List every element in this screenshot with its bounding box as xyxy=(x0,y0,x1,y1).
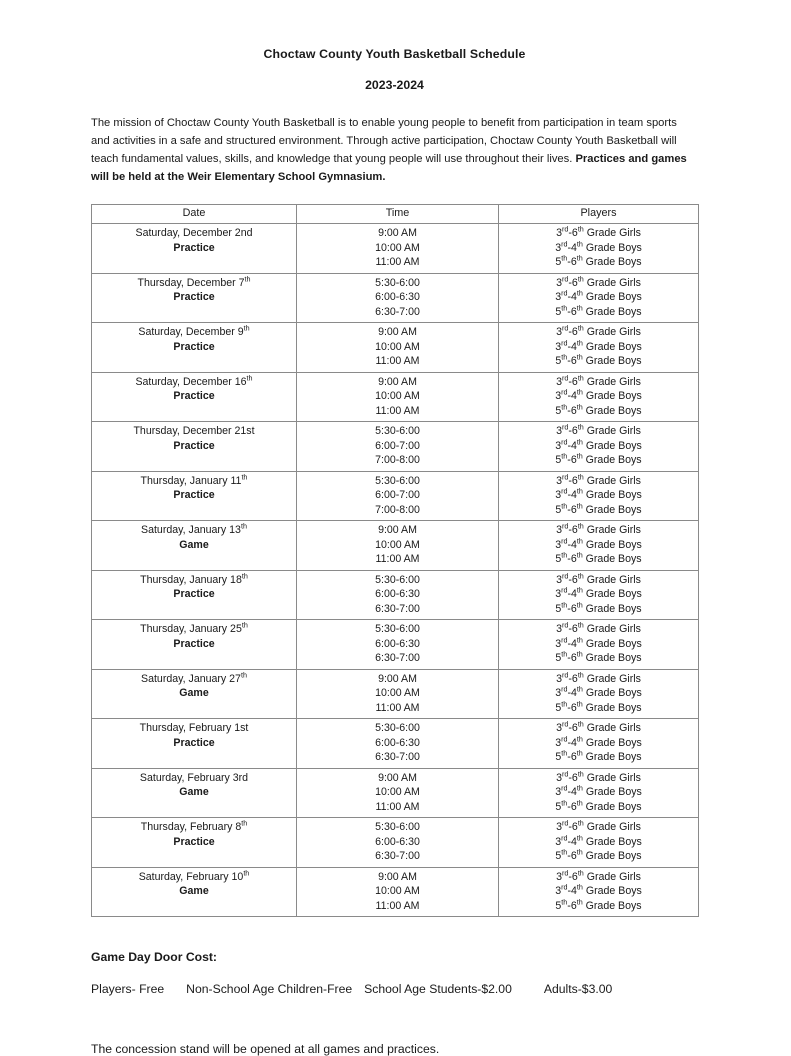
player-group: 3rd-6th Grade Girls xyxy=(556,471,641,487)
cell-time xyxy=(297,719,499,769)
door-cost-heading: Game Day Door Cost: xyxy=(91,950,217,965)
time-slot: 10:00 AM xyxy=(375,786,420,799)
grade-ordinal-suffix: rd xyxy=(561,684,568,694)
grade-ordinal-suffix: th xyxy=(577,323,584,333)
grade-ordinal-suffix: th xyxy=(561,599,568,609)
grade-ordinal-suffix: th xyxy=(576,401,583,411)
grade-ordinal-suffix: th xyxy=(561,401,568,411)
player-group: 5th-6th Grade Boys xyxy=(555,847,642,863)
schedule-table xyxy=(91,204,699,917)
player-group: 5th-6th Grade Boys xyxy=(555,500,642,516)
mission-text-plain: The mission of Choctaw County Youth Basketball is to enable young people to benefit from participation in team sports and activities in a safe and structured environment. Through active participation, Choctaw County Youth Basketball will teach fundamental values, skills, and knowledge that young people will use throughout their lives. xyxy=(91,116,677,166)
grade-ordinal-suffix: th xyxy=(576,783,583,793)
cell-players xyxy=(499,620,699,670)
cell-time xyxy=(297,323,499,373)
date-text: Saturday, February 3rd xyxy=(139,771,249,784)
player-group: 5th-6th Grade Boys xyxy=(555,797,642,813)
grade-ordinal-suffix: th xyxy=(577,273,584,283)
cell-date xyxy=(92,224,297,274)
event-type-text: Practice xyxy=(173,637,215,650)
grade-ordinal-suffix: th xyxy=(576,832,583,842)
date-ordinal-suffix: th xyxy=(240,669,247,679)
time-slot: 6:30-7:00 xyxy=(375,751,420,764)
event-type-text: Game xyxy=(179,885,209,898)
grade-ordinal-suffix: th xyxy=(577,570,584,580)
grade-ordinal-suffix: th xyxy=(577,719,584,729)
grade-ordinal-suffix: th xyxy=(577,620,584,630)
grade-ordinal-suffix: rd xyxy=(561,337,568,347)
grade-ordinal-suffix: rd xyxy=(561,372,569,382)
grade-ordinal-suffix: th xyxy=(576,733,583,743)
time-slot: 10:00 AM xyxy=(375,687,420,700)
player-group: 3rd-6th Grade Girls xyxy=(556,620,641,636)
date-text: Saturday, February 10th xyxy=(138,867,250,883)
table-header-row xyxy=(92,204,699,223)
date-text: Thursday, January 25th xyxy=(140,620,248,636)
cell-time xyxy=(297,570,499,620)
time-slot: 5:30-6:00 xyxy=(375,722,420,735)
player-group: 3rd-6th Grade Girls xyxy=(556,422,641,438)
time-slot: 11:00 AM xyxy=(375,899,420,912)
cell-date xyxy=(92,719,297,769)
player-group: 5th-6th Grade Boys xyxy=(555,253,642,269)
cell-date xyxy=(92,471,297,521)
cell-players xyxy=(499,273,699,323)
cell-players xyxy=(499,669,699,719)
table-header xyxy=(92,204,699,223)
player-group: 5th-6th Grade Boys xyxy=(555,748,642,764)
time-slot: 6:30-7:00 xyxy=(375,850,420,863)
price-item-adults: Adults-$3.00 xyxy=(543,982,613,997)
time-slot: 9:00 AM xyxy=(378,524,417,537)
grade-ordinal-suffix: th xyxy=(576,599,583,609)
event-type-text: Practice xyxy=(173,588,215,601)
date-text: Saturday, December 2nd xyxy=(135,227,253,240)
grade-ordinal-suffix: th xyxy=(561,797,568,807)
event-type-text: Practice xyxy=(173,340,215,353)
time-slot: 11:00 AM xyxy=(375,355,420,368)
grade-ordinal-suffix: th xyxy=(561,649,568,659)
date-text: Saturday, December 16th xyxy=(135,372,253,388)
player-group: 3rd-4th Grade Boys xyxy=(555,387,642,403)
player-group: 3rd-4th Grade Boys xyxy=(555,585,642,601)
date-text: Thursday, December 21st xyxy=(133,425,255,438)
grade-ordinal-suffix: rd xyxy=(561,521,569,531)
grade-ordinal-suffix: th xyxy=(561,748,568,758)
column-header-players: Players xyxy=(499,204,699,223)
table-row xyxy=(92,471,699,521)
player-group: 3rd-4th Grade Boys xyxy=(555,882,642,898)
player-group: 3rd-6th Grade Girls xyxy=(556,719,641,735)
cell-date xyxy=(92,323,297,373)
cell-time xyxy=(297,620,499,670)
grade-ordinal-suffix: th xyxy=(576,500,583,510)
time-slot: 5:30-6:00 xyxy=(375,623,420,636)
cell-date xyxy=(92,570,297,620)
time-slot: 11:00 AM xyxy=(375,256,420,269)
cell-time xyxy=(297,867,499,917)
schedule-table-wrap xyxy=(91,187,698,917)
player-group: 3rd-4th Grade Boys xyxy=(555,634,642,650)
player-group: 3rd-6th Grade Girls xyxy=(556,669,641,685)
grade-ordinal-suffix: th xyxy=(577,521,584,531)
time-slot: 11:00 AM xyxy=(375,800,420,813)
cell-players xyxy=(499,867,699,917)
grade-ordinal-suffix: rd xyxy=(561,585,568,595)
player-group: 3rd-4th Grade Boys xyxy=(555,486,642,502)
player-group: 3rd-4th Grade Boys xyxy=(555,832,642,848)
grade-ordinal-suffix: rd xyxy=(561,471,569,481)
grade-ordinal-suffix: th xyxy=(577,224,584,234)
grade-ordinal-suffix: th xyxy=(577,768,584,778)
player-group: 3rd-6th Grade Girls xyxy=(556,323,641,339)
time-slot: 5:30-6:00 xyxy=(375,573,420,586)
player-group: 3rd-4th Grade Boys xyxy=(555,238,642,254)
column-header-date: Date xyxy=(92,204,297,223)
table-row xyxy=(92,521,699,571)
player-group: 3rd-4th Grade Boys xyxy=(555,337,642,353)
player-group: 3rd-6th Grade Girls xyxy=(556,273,641,289)
grade-ordinal-suffix: rd xyxy=(561,867,569,877)
cell-date xyxy=(92,422,297,472)
player-group: 3rd-6th Grade Girls xyxy=(556,867,641,883)
date-ordinal-suffix: th xyxy=(243,867,250,877)
player-group: 5th-6th Grade Boys xyxy=(555,649,642,665)
grade-ordinal-suffix: th xyxy=(561,253,568,263)
table-row xyxy=(92,224,699,274)
time-slot: 6:30-7:00 xyxy=(375,602,420,615)
grade-ordinal-suffix: rd xyxy=(561,783,568,793)
time-slot: 6:30-7:00 xyxy=(375,652,420,665)
event-type-text: Practice xyxy=(173,241,215,254)
table-row xyxy=(92,620,699,670)
table-row xyxy=(92,372,699,422)
cell-time xyxy=(297,273,499,323)
time-slot: 10:00 AM xyxy=(375,340,420,353)
time-slot: 9:00 AM xyxy=(378,672,417,685)
cell-players xyxy=(499,521,699,571)
player-group: 3rd-6th Grade Girls xyxy=(556,521,641,537)
date-ordinal-suffix: th xyxy=(243,323,250,333)
cell-time xyxy=(297,521,499,571)
time-slot: 6:00-6:30 xyxy=(375,588,420,601)
grade-ordinal-suffix: rd xyxy=(561,288,568,298)
player-group: 3rd-4th Grade Boys xyxy=(555,783,642,799)
grade-ordinal-suffix: th xyxy=(576,288,583,298)
date-ordinal-suffix: th xyxy=(241,620,248,630)
player-group: 3rd-4th Grade Boys xyxy=(555,684,642,700)
player-group: 3rd-4th Grade Boys xyxy=(555,436,642,452)
grade-ordinal-suffix: rd xyxy=(561,620,569,630)
time-slot: 6:30-7:00 xyxy=(375,305,420,318)
player-group: 3rd-4th Grade Boys xyxy=(555,535,642,551)
event-type-text: Practice xyxy=(173,390,215,403)
date-ordinal-suffix: th xyxy=(244,273,251,283)
player-group: 5th-6th Grade Boys xyxy=(555,451,642,467)
cell-players xyxy=(499,323,699,373)
grade-ordinal-suffix: rd xyxy=(561,486,568,496)
time-slot: 11:00 AM xyxy=(375,701,420,714)
cell-date xyxy=(92,273,297,323)
page-subtitle: 2023-2024 xyxy=(365,77,424,92)
table-row xyxy=(92,570,699,620)
date-ordinal-suffix: th xyxy=(241,471,248,481)
grade-ordinal-suffix: th xyxy=(561,500,568,510)
cell-time xyxy=(297,768,499,818)
player-group: 5th-6th Grade Boys xyxy=(555,550,642,566)
date-text: Thursday, December 7th xyxy=(137,273,251,289)
grade-ordinal-suffix: th xyxy=(577,669,584,679)
mission-statement xyxy=(91,94,698,187)
date-text: Saturday, January 27th xyxy=(141,669,247,685)
grade-ordinal-suffix: th xyxy=(576,253,583,263)
grade-ordinal-suffix: th xyxy=(577,867,584,877)
player-group: 3rd-6th Grade Girls xyxy=(556,224,641,240)
grade-ordinal-suffix: th xyxy=(576,847,583,857)
player-group: 5th-6th Grade Boys xyxy=(555,352,642,368)
player-group: 3rd-6th Grade Girls xyxy=(556,372,641,388)
page-title: Choctaw County Youth Basketball Schedule xyxy=(263,47,526,61)
grade-ordinal-suffix: th xyxy=(577,422,584,432)
grade-ordinal-suffix: th xyxy=(576,238,583,248)
grade-ordinal-suffix: th xyxy=(576,882,583,892)
time-slot: 7:00-8:00 xyxy=(375,503,420,516)
grade-ordinal-suffix: th xyxy=(576,302,583,312)
table-row xyxy=(92,422,699,472)
grade-ordinal-suffix: rd xyxy=(561,323,569,333)
player-group: 3rd-4th Grade Boys xyxy=(555,288,642,304)
time-slot: 6:00-7:00 xyxy=(375,439,420,452)
cell-players xyxy=(499,471,699,521)
grade-ordinal-suffix: rd xyxy=(561,882,568,892)
grade-ordinal-suffix: th xyxy=(576,585,583,595)
date-ordinal-suffix: th xyxy=(240,521,247,531)
grade-ordinal-suffix: rd xyxy=(561,224,569,234)
player-group: 3rd-6th Grade Girls xyxy=(556,818,641,834)
grade-ordinal-suffix: th xyxy=(561,451,568,461)
event-type-text: Game xyxy=(179,687,209,700)
player-group: 5th-6th Grade Boys xyxy=(555,896,642,912)
player-group: 5th-6th Grade Boys xyxy=(555,599,642,615)
time-slot: 5:30-6:00 xyxy=(375,425,420,438)
table-row xyxy=(92,323,699,373)
table-row xyxy=(92,719,699,769)
grade-ordinal-suffix: th xyxy=(576,748,583,758)
cell-players xyxy=(499,224,699,274)
grade-ordinal-suffix: th xyxy=(576,436,583,446)
grade-ordinal-suffix: rd xyxy=(561,818,569,828)
cell-date xyxy=(92,768,297,818)
grade-ordinal-suffix: rd xyxy=(561,273,569,283)
time-slot: 9:00 AM xyxy=(378,227,417,240)
grade-ordinal-suffix: rd xyxy=(561,719,569,729)
time-slot: 6:00-6:30 xyxy=(375,291,420,304)
date-text: Saturday, January 13th xyxy=(141,521,247,537)
grade-ordinal-suffix: rd xyxy=(561,535,568,545)
grade-ordinal-suffix: th xyxy=(576,698,583,708)
player-group: 3rd-4th Grade Boys xyxy=(555,733,642,749)
price-list xyxy=(91,964,698,996)
grade-ordinal-suffix: th xyxy=(577,372,584,382)
grade-ordinal-suffix: rd xyxy=(561,832,568,842)
grade-ordinal-suffix: th xyxy=(576,550,583,560)
event-type-text: Practice xyxy=(173,291,215,304)
grade-ordinal-suffix: th xyxy=(576,352,583,362)
time-slot: 9:00 AM xyxy=(378,771,417,784)
price-item-players: Players- Free xyxy=(91,982,165,997)
grade-ordinal-suffix: th xyxy=(561,550,568,560)
grade-ordinal-suffix: th xyxy=(576,634,583,644)
date-text: Thursday, February 8th xyxy=(140,818,248,834)
time-slot: 10:00 AM xyxy=(375,390,420,403)
event-type-text: Practice xyxy=(173,489,215,502)
time-slot: 9:00 AM xyxy=(378,375,417,388)
time-slot: 10:00 AM xyxy=(375,885,420,898)
price-item-non-school-children: Non-School Age Children-Free xyxy=(186,982,353,997)
event-type-text: Game xyxy=(179,786,209,799)
grade-ordinal-suffix: rd xyxy=(561,436,568,446)
cell-time xyxy=(297,669,499,719)
cell-date xyxy=(92,372,297,422)
grade-ordinal-suffix: th xyxy=(576,535,583,545)
time-slot: 5:30-6:00 xyxy=(375,821,420,834)
grade-ordinal-suffix: th xyxy=(561,352,568,362)
time-slot: 7:00-8:00 xyxy=(375,454,420,467)
grade-ordinal-suffix: rd xyxy=(561,768,569,778)
price-item-school-age-students: School Age Students-$2.00 xyxy=(364,982,512,997)
grade-ordinal-suffix: th xyxy=(561,698,568,708)
grade-ordinal-suffix: th xyxy=(576,797,583,807)
grade-ordinal-suffix: th xyxy=(577,818,584,828)
grade-ordinal-suffix: th xyxy=(576,387,583,397)
event-type-text: Practice xyxy=(173,439,215,452)
cell-players xyxy=(499,719,699,769)
grade-ordinal-suffix: rd xyxy=(561,669,569,679)
time-slot: 9:00 AM xyxy=(378,870,417,883)
event-type-text: Practice xyxy=(173,736,215,749)
time-slot: 10:00 AM xyxy=(375,538,420,551)
table-row xyxy=(92,273,699,323)
event-type-text: Game xyxy=(179,538,209,551)
time-slot: 6:00-6:30 xyxy=(375,835,420,848)
grade-ordinal-suffix: th xyxy=(576,649,583,659)
grade-ordinal-suffix: th xyxy=(561,847,568,857)
cell-time xyxy=(297,422,499,472)
grade-ordinal-suffix: th xyxy=(576,896,583,906)
cell-date xyxy=(92,521,297,571)
player-group: 5th-6th Grade Boys xyxy=(555,401,642,417)
grade-ordinal-suffix: rd xyxy=(561,570,569,580)
cell-time xyxy=(297,224,499,274)
mission-text-bold: Practices and games will be held at the Weir Elementary School Gymnasium. xyxy=(91,153,687,184)
player-group: 3rd-6th Grade Girls xyxy=(556,768,641,784)
cell-date xyxy=(92,669,297,719)
cell-players xyxy=(499,422,699,472)
table-row xyxy=(92,818,699,868)
time-slot: 5:30-6:00 xyxy=(375,474,420,487)
time-slot: 11:00 AM xyxy=(375,553,420,566)
grade-ordinal-suffix: th xyxy=(561,302,568,312)
table-row xyxy=(92,669,699,719)
event-type-text: Practice xyxy=(173,835,215,848)
date-ordinal-suffix: th xyxy=(241,818,248,828)
document-content xyxy=(91,0,698,1056)
grade-ordinal-suffix: rd xyxy=(561,387,568,397)
cell-time xyxy=(297,818,499,868)
grade-ordinal-suffix: th xyxy=(561,896,568,906)
grade-ordinal-suffix: rd xyxy=(561,634,568,644)
grade-ordinal-suffix: th xyxy=(576,451,583,461)
cell-players xyxy=(499,372,699,422)
grade-ordinal-suffix: rd xyxy=(561,733,568,743)
date-text: Thursday, February 1st xyxy=(139,722,249,735)
grade-ordinal-suffix: th xyxy=(576,486,583,496)
grade-ordinal-suffix: th xyxy=(576,684,583,694)
time-slot: 5:30-6:00 xyxy=(375,276,420,289)
cell-players xyxy=(499,768,699,818)
time-slot: 6:00-7:00 xyxy=(375,489,420,502)
table-row xyxy=(92,768,699,818)
table-row xyxy=(92,867,699,917)
cell-date xyxy=(92,620,297,670)
cell-players xyxy=(499,818,699,868)
table-body xyxy=(92,224,699,917)
cell-time xyxy=(297,471,499,521)
grade-ordinal-suffix: th xyxy=(576,337,583,347)
date-text: Saturday, December 9th xyxy=(138,323,250,339)
player-group: 3rd-6th Grade Girls xyxy=(556,570,641,586)
time-slot: 6:00-6:30 xyxy=(375,736,420,749)
time-slot: 6:00-6:30 xyxy=(375,637,420,650)
cell-players xyxy=(499,570,699,620)
grade-ordinal-suffix: rd xyxy=(561,238,568,248)
cell-time xyxy=(297,372,499,422)
player-group: 5th-6th Grade Boys xyxy=(555,698,642,714)
grade-ordinal-suffix: rd xyxy=(561,422,569,432)
date-ordinal-suffix: th xyxy=(241,570,248,580)
cell-date xyxy=(92,818,297,868)
time-slot: 10:00 AM xyxy=(375,241,420,254)
time-slot: 11:00 AM xyxy=(375,404,420,417)
date-text: Thursday, January 11th xyxy=(140,471,248,487)
date-ordinal-suffix: th xyxy=(246,372,253,382)
column-header-time: Time xyxy=(297,204,499,223)
date-text: Thursday, January 18th xyxy=(140,570,248,586)
grade-ordinal-suffix: th xyxy=(577,471,584,481)
cell-date xyxy=(92,867,297,917)
player-group: 5th-6th Grade Boys xyxy=(555,302,642,318)
concession-note: The concession stand will be opened at all games and practices. xyxy=(91,1042,440,1056)
time-slot: 9:00 AM xyxy=(378,326,417,339)
